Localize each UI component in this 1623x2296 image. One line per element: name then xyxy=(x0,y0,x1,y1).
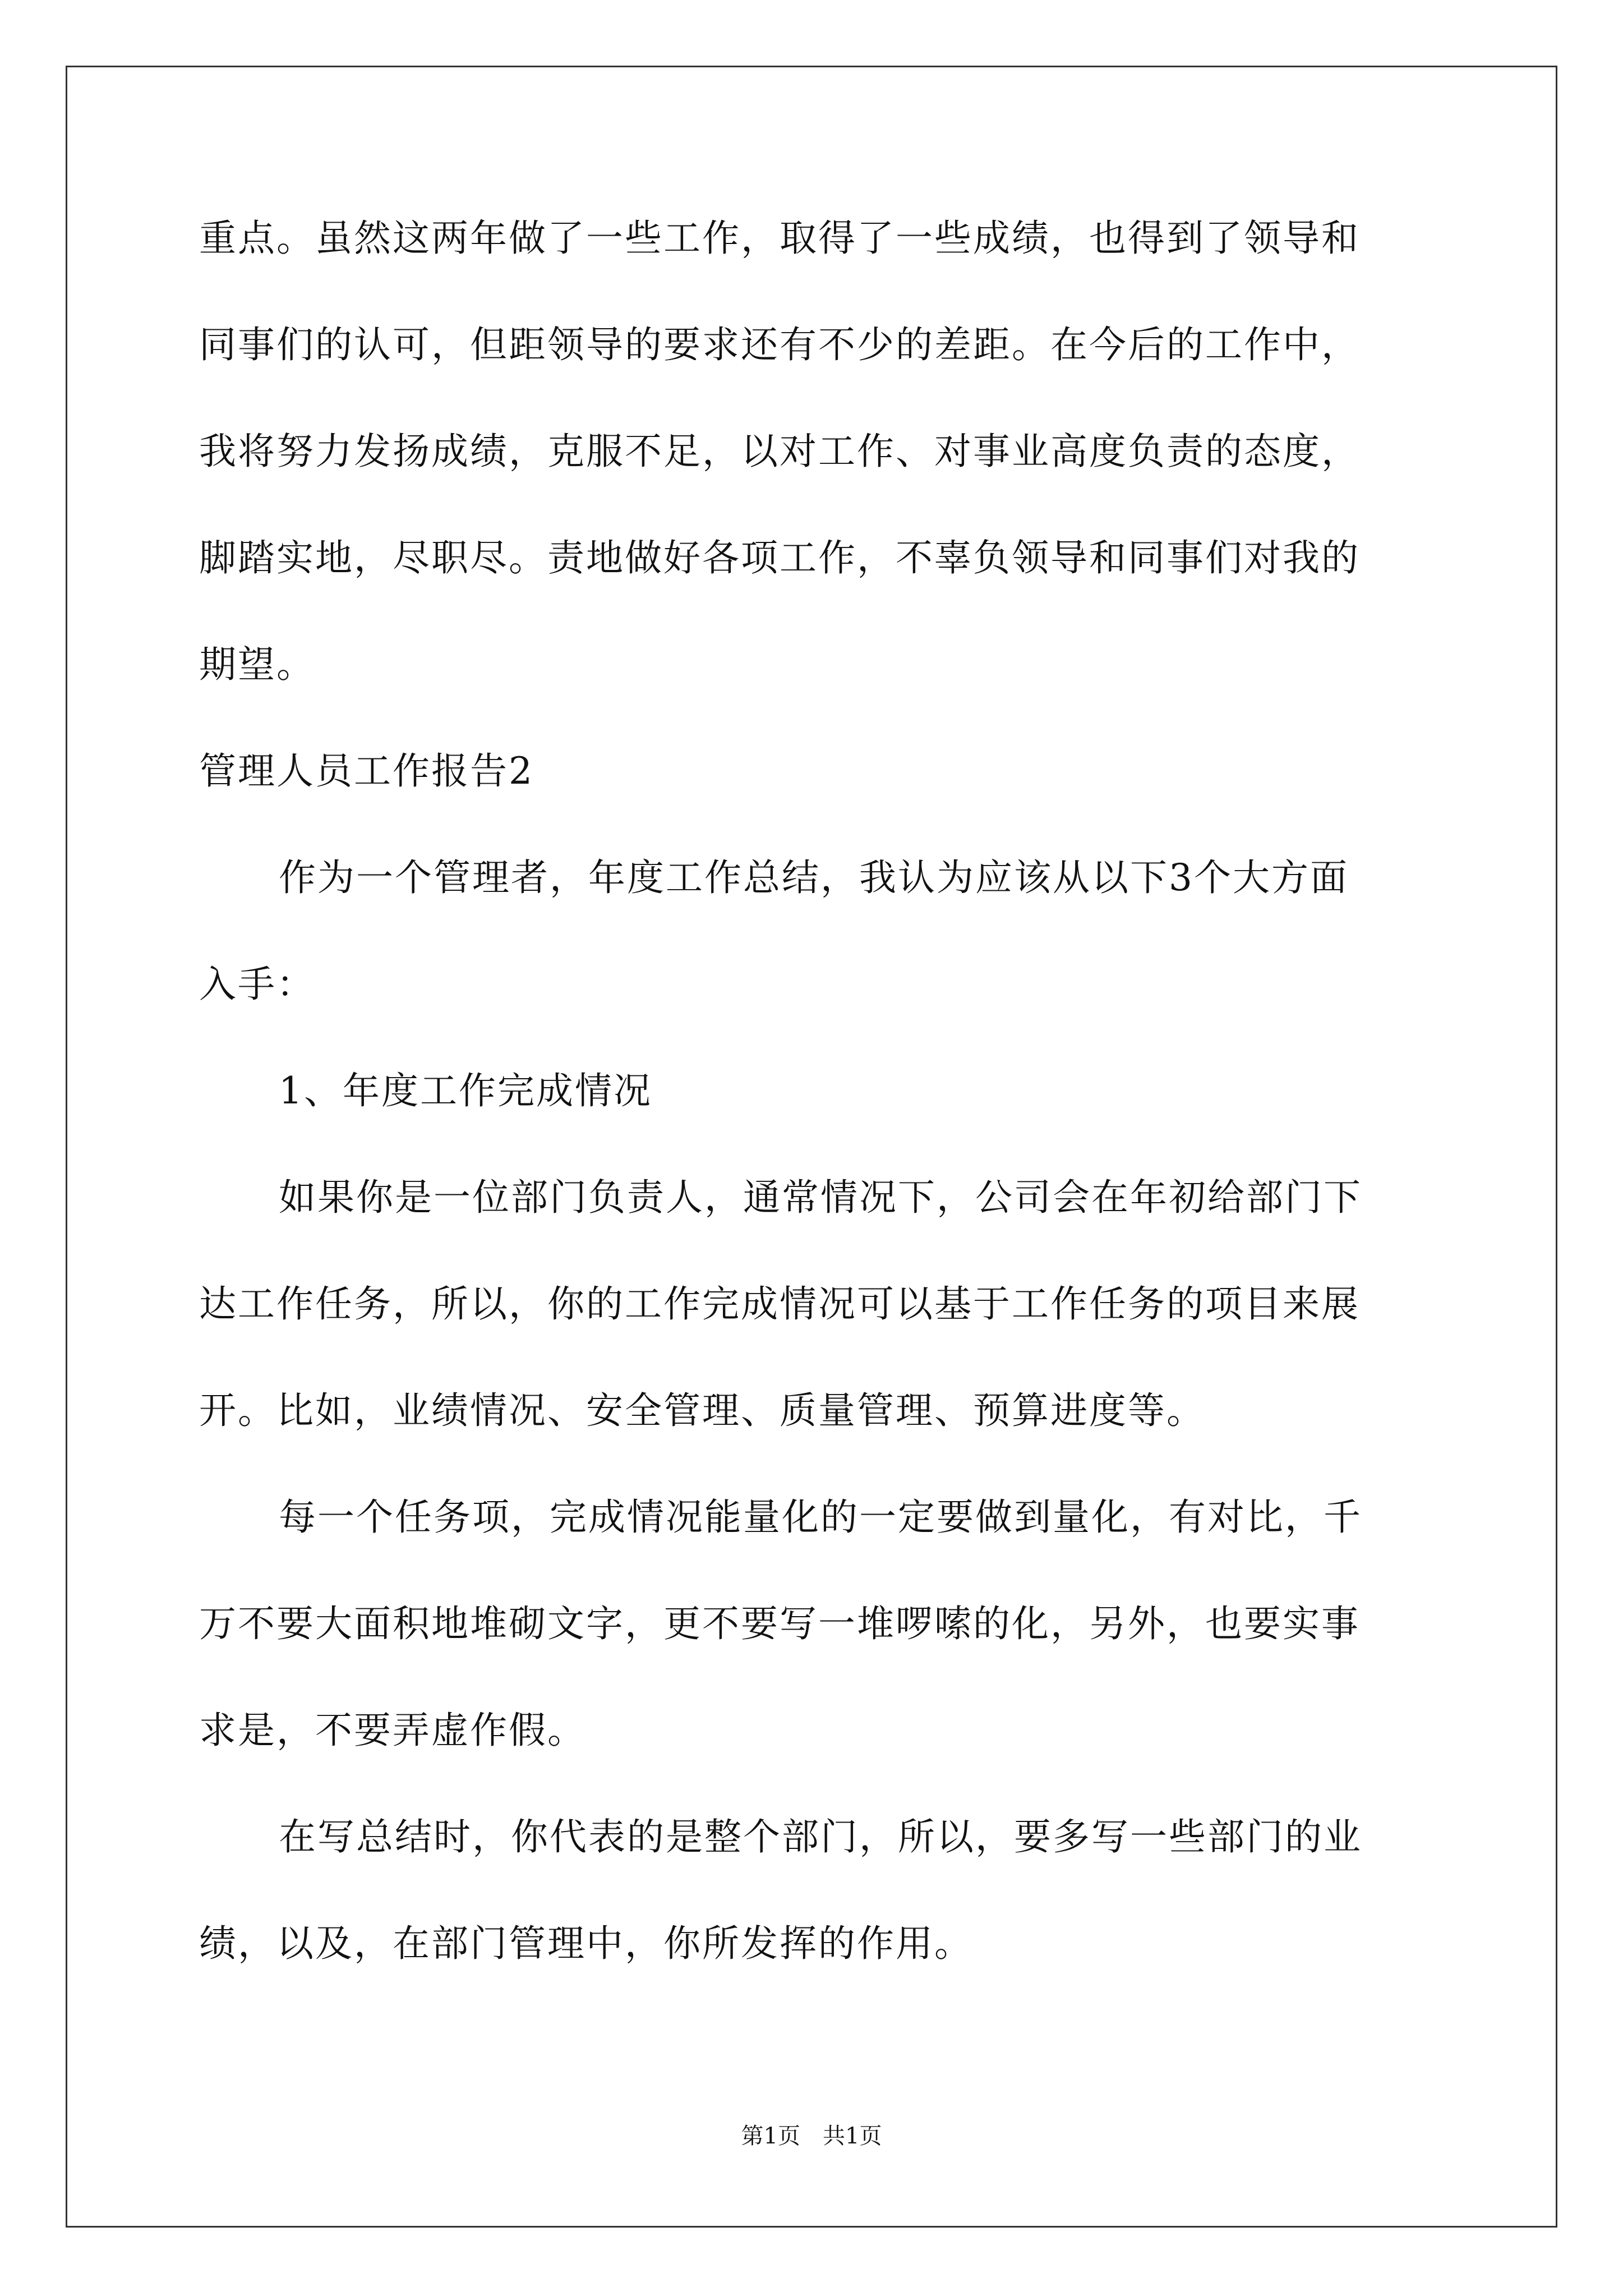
text-line: 同事们的认可，但距领导的要求还有不少的差距。在今后的工作中， xyxy=(199,323,1360,366)
text-line: 期望。 xyxy=(199,643,315,686)
subheading: 1、年度工作完成情况 xyxy=(279,1069,652,1112)
page-border xyxy=(66,66,1557,2228)
text-line: 求是，不要弄虚作假。 xyxy=(199,1709,586,1752)
text-line: 重点。虽然这两年做了一些工作，取得了一些成绩，也得到了领导和 xyxy=(199,217,1360,260)
text-line: 绩，以及，在部门管理中，你所发挥的作用。 xyxy=(199,1922,973,1965)
text-line: 如果你是一位部门负责人，通常情况下，公司会在年初给部门下 xyxy=(279,1176,1362,1219)
text-line: 在写总结时，你代表的是整个部门，所以，要多写一些部门的业 xyxy=(279,1815,1362,1858)
text-line: 作为一个管理者，年度工作总结，我认为应该从以下3个大方面 xyxy=(279,856,1349,899)
text-line: 脚踏实地，尽职尽。责地做好各项工作，不辜负领导和同事们对我的 xyxy=(199,536,1360,579)
section-heading: 管理人员工作报告2 xyxy=(199,749,534,793)
text-line: 万不要大面积地堆砌文字，更不要写一堆啰嗦的化，另外，也要实事 xyxy=(199,1602,1360,1645)
text-line: 开。比如，业绩情况、安全管理、质量管理、预算进度等。 xyxy=(199,1389,1205,1432)
text-line: 我将努力发扬成绩，克服不足，以对工作、对事业高度负责的态度， xyxy=(199,430,1360,473)
page-footer: 第1页 共1页 xyxy=(741,2123,882,2149)
text-line: 每一个任务项，完成情况能量化的一定要做到量化，有对比，千 xyxy=(279,1496,1362,1539)
text-line: 达工作任务，所以，你的工作完成情况可以基于工作任务的项目来展 xyxy=(199,1282,1360,1326)
text-line: 入手： xyxy=(199,963,315,1006)
